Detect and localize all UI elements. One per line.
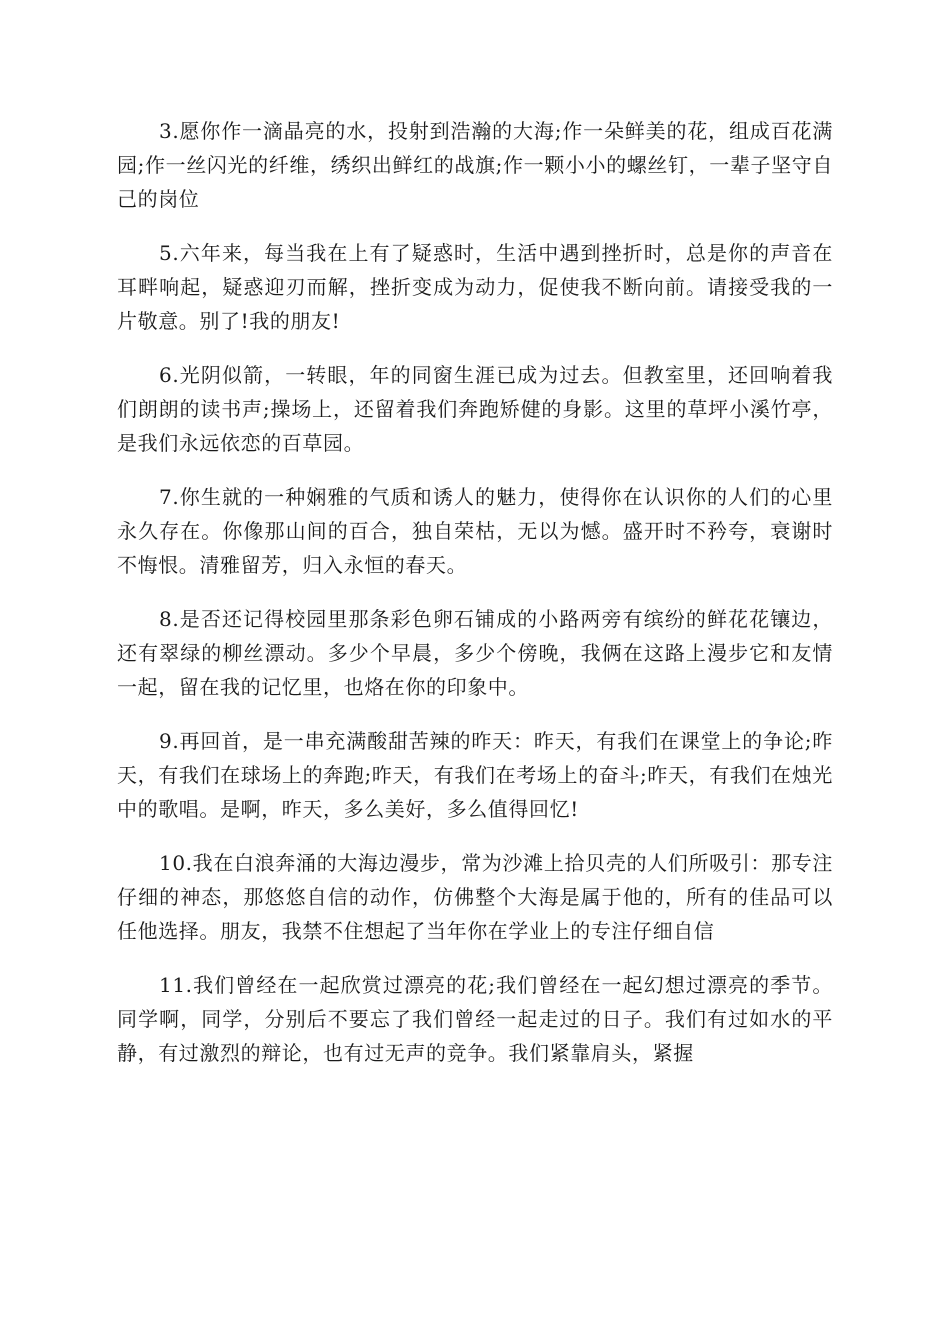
paragraph-10: 10.我在白浪奔涌的大海边漫步，常为沙滩上拾贝壳的人们所吸引：那专注仔细的神态，那悠悠自信的动作，仿佛整个大海是属于他的，所有的佳品可以任他选择。朋友，我禁不住想起了当年你在学业上的专注仔细自信 [117, 851, 833, 943]
paragraph-6: 6.光阴似箭，一转眼，年的同窗生涯已成为过去。但教室里，还回响着我们朗朗的读书声;操场上，还留着我们奔跑矫健的身影。这里的草坪小溪竹亭，是我们永远依恋的百草园。 [117, 363, 833, 455]
document-body [117, 114, 833, 1090]
paragraph-5: 5.六年来，每当我在上有了疑惑时，生活中遇到挫折时，总是你的声音在耳畔响起，疑惑迎刃而解，挫折变成为动力，促使我不断向前。请接受我的一片敬意。别了!我的朋友! [117, 241, 833, 333]
paragraph-7: 7.你生就的一种娴雅的气质和诱人的魅力，使得你在认识你的人们的心里永久存在。你像那山间的百合，独自荣枯，无以为憾。盛开时不矜夸，衰谢时不悔恨。清雅留芳，归入永恒的春天。 [117, 485, 833, 577]
paragraph-9: 9.再回首，是一串充满酸甜苦辣的昨天：昨天，有我们在课堂上的争论;昨天，有我们在球场上的奔跑;昨天，有我们在考场上的奋斗;昨天，有我们在烛光中的歌唱。是啊，昨天，多么美好，多么值得回忆! [117, 729, 833, 821]
paragraph-8: 8.是否还记得校园里那条彩色卵石铺成的小路两旁有缤纷的鲜花花镶边，还有翠绿的柳丝漂动。多少个早晨，多少个傍晚，我俩在这路上漫步它和友情一起，留在我的记忆里，也烙在你的印象中。 [117, 607, 833, 699]
paragraph-3: 3.愿你作一滴晶亮的水，投射到浩瀚的大海;作一朵鲜美的花，组成百花满园;作一丝闪光的纤维，绣织出鲜红的战旗;作一颗小小的螺丝钉，一辈子坚守自己的岗位 [117, 119, 833, 211]
paragraph-11: 11.我们曾经在一起欣赏过漂亮的花;我们曾经在一起幻想过漂亮的季节。同学啊，同学，分别后不要忘了我们曾经一起走过的日子。我们有过如水的平静，有过激烈的辩论，也有过无声的竞争。我们紧靠肩头，紧握 [117, 973, 833, 1065]
